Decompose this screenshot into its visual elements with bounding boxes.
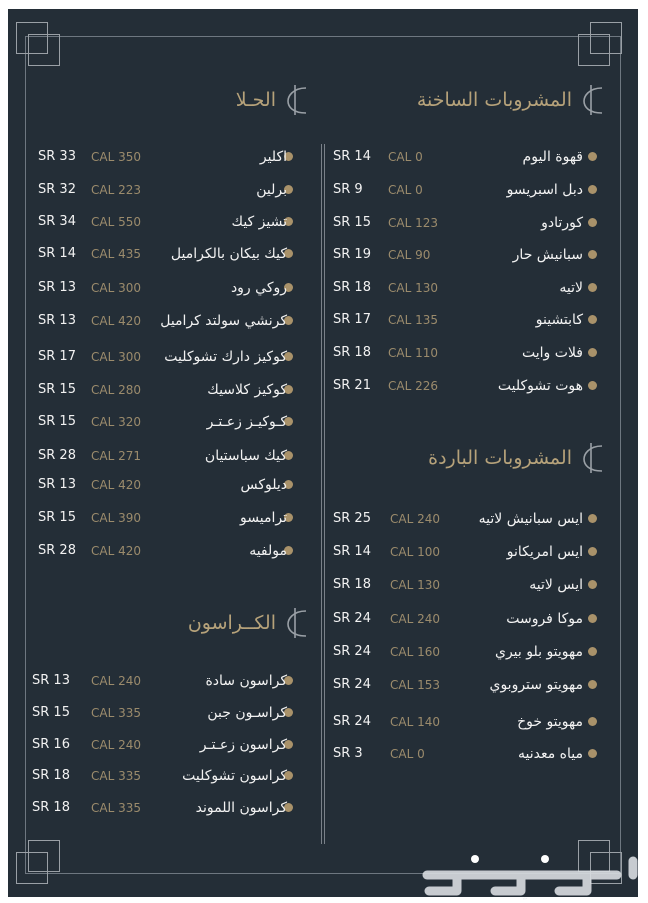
item-price: SR 32 [38, 182, 76, 197]
menu-item-row [8, 241, 638, 267]
item-price: SR 14 [38, 246, 76, 261]
item-name: قهوة اليوم [522, 149, 583, 165]
item-price: SR 24 [333, 714, 371, 729]
menu-item-row [8, 668, 638, 694]
item-name: كراسون سادة [205, 673, 287, 689]
menu-item-row [8, 377, 638, 403]
item-calories: CAL 550 [91, 215, 141, 229]
item-calories: CAL 435 [91, 247, 141, 261]
item-calories: CAL 420 [91, 478, 141, 492]
item-price: SR 28 [38, 543, 76, 558]
item-name: روكي رود [230, 280, 287, 296]
item-name: كراسـون جبن [207, 705, 287, 721]
item-name: برلين [256, 182, 287, 198]
item-calories: CAL 100 [390, 545, 440, 559]
bullet-dot-icon [588, 647, 597, 656]
item-name: سبانيش حار [512, 247, 583, 263]
item-calories: CAL 335 [91, 801, 141, 815]
haraj-watermark [403, 851, 648, 903]
section-title: المشروبات الباردة [428, 447, 572, 469]
item-name: كابتشينو [535, 312, 583, 328]
item-price: SR 14 [333, 544, 371, 559]
item-price: SR 19 [333, 247, 371, 262]
item-calories: CAL 0 [388, 183, 423, 197]
item-price: SR 15 [32, 705, 70, 720]
menu-item-row [8, 572, 638, 598]
item-price: SR 15 [38, 414, 76, 429]
item-calories: CAL 123 [388, 216, 438, 230]
menu-item-row [8, 409, 638, 435]
menu-item-row [8, 472, 638, 498]
menu-item-row [8, 763, 638, 789]
item-price: SR 24 [333, 677, 371, 692]
item-name: هوت تشوكليت [497, 378, 583, 394]
item-name: كيك بيكان بالكراميل [170, 246, 287, 262]
heading-hot-drinks [417, 82, 610, 118]
menu-item-row [8, 639, 638, 665]
item-price: SR 18 [32, 768, 70, 783]
item-name: كـوكيـز زعـتـر [206, 414, 287, 430]
item-name: كوكيز كلاسيك [207, 382, 287, 398]
item-name: كراسون تشوكليت [182, 768, 287, 784]
item-calories: CAL 240 [91, 674, 141, 688]
item-name: مولفيه [249, 543, 287, 559]
item-name: كراسون زعـتـر [199, 737, 287, 753]
bullet-dot-icon [588, 580, 597, 589]
item-name: كوكيز دارك تشوكليت [164, 349, 287, 365]
item-price: SR 16 [32, 737, 70, 752]
item-calories: CAL 320 [91, 415, 141, 429]
item-price: SR 24 [333, 644, 371, 659]
item-calories: CAL 240 [91, 738, 141, 752]
item-name: ترامیسو [240, 510, 287, 526]
section-title: الحـلا [235, 89, 276, 111]
item-calories: CAL 130 [390, 578, 440, 592]
section-title: الكــراسون [187, 612, 276, 634]
menu-item-row [8, 177, 638, 203]
menu-item-row [8, 209, 638, 235]
item-name: مهويتو ستروبوي [489, 677, 583, 693]
haraj-logo-icon [403, 851, 648, 903]
item-price: SR 18 [333, 345, 371, 360]
item-price: SR 14 [333, 149, 371, 164]
bullet-dot-icon [588, 614, 597, 623]
item-name: لاتيه [559, 280, 583, 296]
item-name: موكا فروست [506, 611, 583, 627]
item-calories: CAL 153 [390, 678, 440, 692]
item-name: تشيز كيك [231, 214, 287, 230]
item-name: ايس سبانيش لاتيه [478, 511, 583, 527]
item-name: مهويتو خوخ [517, 714, 583, 730]
menu-card [8, 9, 638, 900]
item-name: كورتادو [541, 215, 583, 231]
item-price: SR 3 [333, 746, 363, 761]
item-name: كرنشي سولتد كراميل [160, 313, 287, 329]
item-price: SR 13 [38, 280, 76, 295]
item-calories: CAL 420 [91, 314, 141, 328]
item-price: SR 13 [32, 673, 70, 688]
item-price: SR 25 [333, 511, 371, 526]
section-title: المشروبات الساخنة [416, 89, 572, 111]
item-name: ايس امريكانو [506, 544, 583, 560]
menu-item-row [8, 538, 638, 564]
item-calories: CAL 226 [388, 379, 438, 393]
item-calories: CAL 390 [91, 511, 141, 525]
item-calories: CAL 335 [91, 706, 141, 720]
item-calories: CAL 0 [390, 747, 425, 761]
item-price: SR 34 [38, 214, 76, 229]
corner-ornament-bottom-left [16, 840, 60, 884]
item-price: SR 13 [38, 477, 76, 492]
item-calories: CAL 130 [388, 281, 438, 295]
item-price: SR 9 [333, 182, 363, 197]
item-price: SR 18 [32, 800, 70, 815]
item-calories: CAL 280 [91, 383, 141, 397]
item-price: SR 18 [333, 577, 371, 592]
heading-desserts [236, 82, 314, 118]
item-calories: CAL 135 [388, 313, 438, 327]
item-price: SR 15 [38, 510, 76, 525]
item-calories: CAL 420 [91, 544, 141, 558]
menu-item-row [8, 308, 638, 334]
item-calories: CAL 300 [91, 350, 141, 364]
item-calories: CAL 350 [91, 150, 141, 164]
item-name: فلات وايت [522, 345, 583, 361]
item-name: كيك سباستيان [204, 448, 287, 464]
item-price: SR 13 [38, 313, 76, 328]
menu-item-row [8, 505, 638, 531]
cup-emblem-icon [580, 83, 610, 117]
menu-item-row [8, 144, 638, 170]
menu-item-row [8, 732, 638, 758]
item-price: SR 33 [38, 149, 76, 164]
item-price: SR 28 [38, 448, 76, 463]
item-name: مياه معدنيه [517, 746, 583, 762]
corner-ornament-top-right [578, 22, 622, 66]
item-calories: CAL 160 [390, 645, 440, 659]
item-calories: CAL 240 [390, 612, 440, 626]
menu-item-row [8, 795, 638, 821]
item-name: كراسون اللموند [195, 800, 287, 816]
item-calories: CAL 300 [91, 281, 141, 295]
item-price: SR 17 [38, 349, 76, 364]
item-calories: CAL 271 [91, 449, 141, 463]
item-price: SR 24 [333, 611, 371, 626]
item-price: SR 18 [333, 280, 371, 295]
item-calories: CAL 335 [91, 769, 141, 783]
item-calories: CAL 223 [91, 183, 141, 197]
menu-item-row [8, 344, 638, 370]
item-calories: CAL 240 [390, 512, 440, 526]
item-calories: CAL 0 [388, 150, 423, 164]
item-price: SR 15 [38, 382, 76, 397]
item-name: اكلير [259, 149, 287, 165]
item-calories: CAL 110 [388, 346, 438, 360]
menu-item-row [8, 606, 638, 632]
item-calories: CAL 90 [388, 248, 431, 262]
menu-item-row [8, 275, 638, 301]
item-calories: CAL 140 [390, 715, 440, 729]
menu-item-row [8, 700, 638, 726]
item-price: SR 15 [333, 215, 371, 230]
item-name: ايس لاتيه [529, 577, 583, 593]
item-name: دبل اسبريسو [506, 182, 583, 198]
cup-emblem-icon [284, 83, 314, 117]
menu-item-row [8, 443, 638, 469]
item-price: SR 17 [333, 312, 371, 327]
item-price: SR 21 [333, 378, 371, 393]
watermark-text: حراج [522, 898, 528, 900]
item-name: مهويتو بلو بيري [494, 644, 583, 660]
corner-ornament-top-left [16, 22, 60, 66]
item-name: ديلوكس [240, 477, 287, 493]
